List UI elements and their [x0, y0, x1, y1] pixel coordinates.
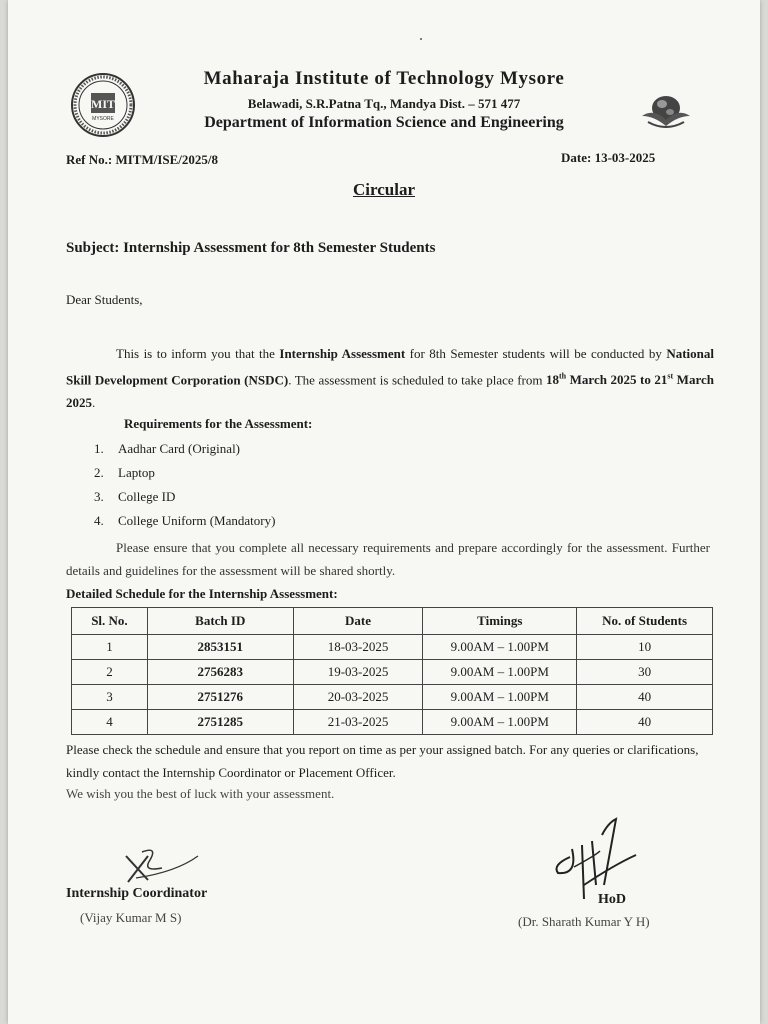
preparation-paragraph: Please ensure that you complete all necessary requirements and prepare accordingly for the assessment. Further details and guidelines for the assessment will be shared shortly.	[66, 540, 710, 578]
circular-heading: Circular	[352, 180, 415, 199]
table-cell: 2853151	[147, 635, 293, 660]
circular-date: Date: 13-03-2025	[561, 150, 656, 165]
table-cell: 21-03-2025	[293, 710, 423, 735]
table-cell: 4	[72, 710, 148, 735]
salutation: Dear Students,	[66, 292, 143, 307]
department-name: Department of Information Science and Engineering	[204, 114, 564, 131]
list-item: 2. Laptop	[94, 465, 155, 480]
department-emblem-icon	[638, 86, 694, 134]
list-item: 4. College Uniform (Mandatory)	[94, 513, 276, 528]
institute-name: Maharaja Institute of Technology Mysore	[203, 68, 565, 89]
requirements-list	[94, 440, 275, 536]
table-cell: 9.00AM – 1.00PM	[423, 710, 577, 735]
column-header: Timings	[423, 608, 577, 635]
list-item: 3. College ID	[94, 489, 176, 504]
table-cell: 2	[72, 660, 148, 685]
reference-number: Ref No.: MITM/ISE/2025/8	[66, 152, 219, 167]
coordinator-title: Internship Coordinator	[66, 886, 208, 901]
institute-address: Belawadi, S.R.Patna Tq., Mandya Dist. – 571 477	[247, 96, 521, 111]
column-header: No. of Students	[577, 608, 713, 635]
table-cell: 9.00AM – 1.00PM	[423, 660, 577, 685]
table-row	[72, 685, 713, 710]
table-cell: 9.00AM – 1.00PM	[423, 685, 577, 710]
table-cell: 30	[577, 660, 713, 685]
table-row	[72, 710, 713, 735]
table-cell: 10	[577, 635, 713, 660]
column-header: Sl. No.	[72, 608, 148, 635]
table-header-row	[72, 608, 713, 635]
speck	[420, 38, 422, 40]
table-cell: 9.00AM – 1.00PM	[423, 635, 577, 660]
logo-text: MIT	[91, 97, 115, 111]
intro-paragraph: This is to inform you that the Internship Assessment for 8th Semester students will be conducted by National Skill Development Corporation (NSDC). The assessment is scheduled to take place from 18th March 2025 to 21st March 2025.	[66, 346, 715, 411]
table-cell: 2751276	[147, 685, 293, 710]
table-cell: 20-03-2025	[293, 685, 423, 710]
hod-title: HoD	[598, 892, 626, 907]
table-cell: 19-03-2025	[293, 660, 423, 685]
table-cell: 3	[72, 685, 148, 710]
circular-document	[8, 0, 760, 1024]
schedule-table	[71, 607, 713, 735]
logo-subtext: MYSORE	[92, 116, 114, 122]
table-cell: 2751285	[147, 710, 293, 735]
table-cell: 2756283	[147, 660, 293, 685]
list-item: 1. Aadhar Card (Original)	[94, 441, 241, 456]
table-cell: 40	[577, 710, 713, 735]
closing-paragraph: Please check the schedule and ensure that you report on time as per your assigned batch. For any queries or clarifications, kindly contact the Internship Coordinator or Placement Officer.	[66, 742, 699, 780]
column-header: Batch ID	[147, 608, 293, 635]
good-luck-line: We wish you the best of luck with your assessment.	[66, 786, 335, 801]
hod-name: (Dr. Sharath Kumar Y H)	[518, 914, 650, 929]
table-cell: 18-03-2025	[293, 635, 423, 660]
table-row	[72, 635, 713, 660]
column-header: Date	[293, 608, 423, 635]
table-row	[72, 660, 713, 685]
requirements-title: Requirements for the Assessment:	[124, 416, 313, 431]
coordinator-name: (Vijay Kumar M S)	[80, 910, 182, 925]
subject-line: Subject: Internship Assessment for 8th Semester Students	[66, 240, 436, 256]
table-cell: 1	[72, 635, 148, 660]
schedule-title: Detailed Schedule for the Internship Assessment:	[66, 586, 338, 601]
institute-seal-logo	[70, 72, 136, 138]
table-cell: 40	[577, 685, 713, 710]
